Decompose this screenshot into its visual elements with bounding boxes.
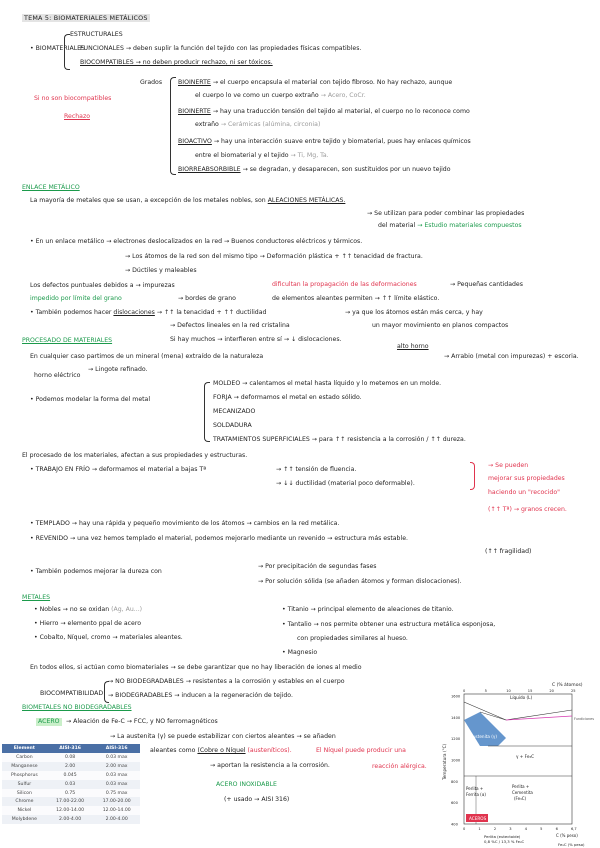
table-cell: Silicon xyxy=(2,789,47,798)
enlace-l10: → Defectos lineales en la red cristalina xyxy=(170,322,290,329)
y-tick-label: 600 xyxy=(451,801,458,806)
table-cell: 0.08 xyxy=(47,753,94,762)
proc-moldeo: MOLDEO → calentamos el metal hasta líquido y lo metemos en un molde. xyxy=(213,380,442,387)
y-tick-label: 1400 xyxy=(451,715,461,720)
bio-estructurales: ESTRUCTURALES xyxy=(70,31,123,38)
metales-magnesio: • Magnesio xyxy=(282,649,318,656)
bottom-tick-label: 4 xyxy=(524,827,528,831)
bottom-tick-label: 6 xyxy=(555,827,558,831)
ferrite-label-2: Ferrita (α) xyxy=(466,792,486,797)
table-row xyxy=(2,789,140,798)
trab-note3: haciendo un "recocido" xyxy=(488,489,560,496)
table-cell: Chrome xyxy=(2,797,47,806)
fund-label: Fundiciones xyxy=(574,717,595,721)
table-cell: 0.03 xyxy=(47,780,94,789)
proc-l2b: → Lingote refinado. xyxy=(88,366,148,373)
enlace-l8c: de elementos aleantes permiten → ↑↑ límite elástico. xyxy=(272,295,440,302)
enlace-l8: impedido por límite del grano xyxy=(30,295,122,302)
fe3c-axis-label: Fe₃C (% peso) xyxy=(558,842,585,847)
top-tick-label: 0 xyxy=(463,689,466,693)
fe-c-phase-diagram xyxy=(440,680,600,848)
diagram-y-label: Temperatura (°C) xyxy=(442,743,447,780)
top-tick-label: 25 xyxy=(571,689,576,693)
bio-funcionales: FUNCIONALES → deben suplir la función del tejido con las propiedades físicas compatibles. xyxy=(80,45,362,52)
table-row xyxy=(2,806,140,815)
top-tick-label: 15 xyxy=(527,689,533,693)
acero-l4b: reacción alérgica. xyxy=(372,763,427,770)
table-row xyxy=(2,815,140,824)
trab-brace xyxy=(470,462,475,490)
table-cell: 2.00-4.00 xyxy=(47,815,94,824)
enlace-l9d: → ya que los átomos están más cerca, y hay xyxy=(345,309,483,316)
proc-alto-horno: alto horno xyxy=(397,343,429,350)
proc-revenido-b: (↑↑ fragilidad) xyxy=(485,548,532,555)
ferrite-label: Perlita + xyxy=(466,786,484,791)
aceros-label: ACEROS xyxy=(469,816,487,821)
bioinerte-line2: el cuerpo lo ve como un cuerpo extraño → Acero, CoCr. xyxy=(195,92,366,99)
table-cell: Carbon xyxy=(2,753,47,762)
metales-hierro: • Hierro → elemento ppal de acero xyxy=(34,620,142,627)
metales-heading: METALES xyxy=(22,594,51,601)
biometales-heading: BIOMETALES NO BIODEGRADABLES xyxy=(22,704,132,711)
metales-biocomp: BIOCOMPATIBILIDAD xyxy=(40,690,104,697)
bottom-tick-label: 3 xyxy=(509,827,512,831)
eutectoid-label-2: 0,8 %C / 13,3 % Fe₃C xyxy=(484,839,525,844)
enlace-l11: Si hay muchos → interfieren entre sí → ↓ dislocaciones. xyxy=(170,336,342,343)
enlace-l4: • En un enlace metálico → electrones deslocalizados en la red → Buenos conductores eléctricos y térmicos. xyxy=(30,238,363,245)
table-cell: 2.00-4.00 xyxy=(93,815,140,824)
acero-l3: aleantes como (Cobre o Níquel (austeníticos). xyxy=(150,747,292,754)
trab-note4: (↑↑ Tª) → granos crecen. xyxy=(488,506,567,513)
enlace-l7: Los defectos puntuales debidos a → impurezas xyxy=(30,282,175,289)
acero-inox-b: (+ usado → AISI 316) xyxy=(224,796,290,803)
bio-grados: Grados xyxy=(140,79,163,86)
bottom-tick-label: 6,7 xyxy=(571,827,577,831)
table-cell: 12.00-14.00 xyxy=(47,806,94,815)
proc-mecanizado: MECANIZADO xyxy=(213,408,256,415)
y-tick-label: 800 xyxy=(451,779,458,784)
proc-soldadura: SOLDADURA xyxy=(213,422,252,429)
proc-l4: El procesado de los materiales, afectan a sus propiedades y estructuras. xyxy=(22,452,248,459)
proc-dureza-b: → Por solución sólida (se añaden átomos y forman dislocaciones). xyxy=(258,578,462,585)
bio-root: • BIOMATERIALES xyxy=(30,45,85,52)
enlace-l7d: → Pequeñas cantidades xyxy=(450,281,523,288)
proc-revenido: • REVENIDO → una vez hemos templado el material, podemos mejorarlo mediante un revenido → estructura más estable. xyxy=(30,535,408,542)
acero-l4: → aportan la resistencia a la corrosión. xyxy=(210,762,330,769)
y-tick-label: 1200 xyxy=(451,737,461,742)
bio-biocompatibles: BIOCOMPATIBLES → no deben producir rechazo, ni ser tóxicos. xyxy=(80,59,273,66)
acero-label: ACERO xyxy=(38,718,60,725)
proc-dureza-a: → Por precipitación de segundas fases xyxy=(258,563,377,570)
bioinerte-line1: BIOINERTE → el cuerpo encapsula el material con tejido fibroso. No hay rechazo, aunque xyxy=(178,79,453,86)
top-tick-label: 5 xyxy=(484,689,487,693)
proc-brace xyxy=(204,382,210,442)
table-cell: Manganese xyxy=(2,762,47,771)
trab-note2: mejorar sus propiedades xyxy=(488,475,565,482)
enlace-l10b: un mayor movimiento en planos compactos xyxy=(372,322,509,329)
metales-tantalio2: con propiedades similares al hueso. xyxy=(297,635,408,642)
table-header-row xyxy=(2,744,140,753)
y-tick-label: 400 xyxy=(451,822,458,827)
table-cell: 0.045 xyxy=(47,771,94,780)
table-cell: Phosphorus xyxy=(2,771,47,780)
acero-l3d: El Níquel puede producir una xyxy=(316,747,406,754)
eutectoid-label: Perlita (eutectoide) xyxy=(484,834,521,839)
perlite-label-2: Cementita xyxy=(512,790,533,795)
proc-l2: horno eléctrico xyxy=(34,372,81,379)
perlite-label: Perlita + xyxy=(512,784,530,789)
table-cell: 2.00 max xyxy=(93,762,140,771)
bioreabs-line: BIORREABSORBIBLE → se degradan, y desaparecen, son sustituidos por un nuevo tejido xyxy=(178,166,451,173)
metales-nobles: • Nobles → no se oxidan (Ag, Au...) xyxy=(34,606,143,613)
table-cell: 17.00-22.00 xyxy=(47,797,94,806)
bioactivo-line2: entre el biomaterial y el tejido → Ti, Mg, Ta. xyxy=(195,152,329,159)
acero-inox: ACERO INOXIDABLE xyxy=(216,781,277,788)
bottom-tick-label: 1 xyxy=(478,827,481,831)
bioinerte2-line1: BIOINERTE → hay una traducción tensión del tejido al material, el cuerpo no lo reconoce como xyxy=(178,108,470,115)
diagram-bottom-axis-label: C (% peso) xyxy=(556,833,578,838)
metales-biodeg: → BIODEGRADABLES → inducen a la regeneración de tejido. xyxy=(108,692,293,699)
table-cell: 0.75 xyxy=(47,789,94,798)
proc-trab2: → ↓↓ ductilidad (material poco deformable). xyxy=(276,480,415,487)
table-cell: 17.00-20.00 xyxy=(93,797,140,806)
enlace-l8b: → bordes de grano xyxy=(178,295,236,302)
perlite-label-3: (Fe₃C) xyxy=(514,796,527,801)
proc-forja: FORJA → deformamos el metal en estado sólido. xyxy=(213,394,362,401)
metales-nobiodeg: → NO BIODEGRADABLES → resistentes a la corrosión y estables en el cuerpo xyxy=(108,678,345,685)
diagram-top-axis-label: C (% átomos) xyxy=(552,683,583,688)
bioinerte2-line2: extraño → Cerámicas (alúmina, circonia) xyxy=(195,121,321,128)
enlace-l9: • También podemos hacer dislocaciones → ↑↑ la tenacidad + ↑↑ ductilidad xyxy=(30,309,267,316)
proc-dureza: • También podemos mejorar la dureza con xyxy=(30,568,162,575)
proc-trab1: • TRABAJO EN FRÍO → deformamos el material a bajas Tª xyxy=(30,466,207,473)
side-note-rechazo: Rechazo xyxy=(64,113,90,120)
bottom-tick-label: 5 xyxy=(540,827,543,831)
table-cell: 0.03 max xyxy=(93,780,140,789)
proc-trab1b: → ↑↑ tensión de fluencia. xyxy=(276,466,357,473)
enlace-l6: → Dúctiles y maleables xyxy=(125,267,197,274)
table-row xyxy=(2,762,140,771)
side-note-biocompat: Si no son biocompatibles xyxy=(34,95,112,102)
table-row xyxy=(2,780,140,789)
metales-todos: En todos ellos, si actúan como biomateriales → se debe garantizar que no hay liberación de iones al medio xyxy=(30,664,362,671)
table-cell: 0.03 max xyxy=(93,771,140,780)
grados-brace xyxy=(170,77,176,175)
proc-templado: • TEMPLADO → hay una rápida y pequeño movimiento de los átomos → cambios en la red metálica. xyxy=(30,520,340,527)
proc-tratamientos: TRATAMIENTOS SUPERFICIALES → para ↑↑ resistencia a la corrosión / ↑↑ dureza. xyxy=(213,436,466,443)
enlace-l3: del material → Estudio materiales compuestos xyxy=(378,222,522,229)
gamma-fe3c-label: γ + Fe₃C xyxy=(516,754,535,759)
acero-l1: → Aleación de Fe-C → FCC, y NO ferromagnéticos xyxy=(66,718,218,725)
metales-tantalio: • Tantalio → nos permite obtener una estructura metálica esponjosa, xyxy=(282,621,496,628)
proc-l3: • Podemos modelar la forma del metal xyxy=(30,396,151,403)
table-cell: 2.00 xyxy=(47,762,94,771)
table-cell: 0.03 max xyxy=(93,753,140,762)
table-header: AISI-316 xyxy=(47,744,94,753)
proc-l1: En cualquier caso partimos de un mineral (mena) extraído de la naturaleza xyxy=(30,353,264,360)
bioactivo-line1: BIOACTIVO → hay una interacción suave entre tejido y biomaterial, pues hay enlaces químicos xyxy=(178,138,471,145)
table-cell: Sulfur xyxy=(2,780,47,789)
table-cell: 12.00-14.00 xyxy=(93,806,140,815)
table-row xyxy=(2,753,140,762)
table-row xyxy=(2,771,140,780)
alloy-composition-table xyxy=(2,744,140,824)
table-header: Element xyxy=(2,744,47,753)
austenite-label: Austenita (γ) xyxy=(470,734,498,739)
enlace-l1: La mayoría de metales que se usan, a excepción de los metales nobles, son ALEACIONES METÁLICAS. xyxy=(30,197,346,204)
trab-note1: → Se pueden xyxy=(488,462,529,469)
table-cell: Nickel xyxy=(2,806,47,815)
page-title: TEMA 5: BIOMATERIALES METÁLICOS xyxy=(24,14,148,22)
enlace-l5: → Los átomos de la red son del mismo tipo → Deformación plástica + ↑↑ tenacidad de fractura. xyxy=(125,253,423,260)
proc-l1b: → Arrabio (metal con impurezas) + escoria. xyxy=(444,353,579,360)
enlace-l2: → Se utilizan para poder combinar las propiedades xyxy=(367,210,525,217)
metales-cobalto: • Cobalto, Níquel, cromo → materiales aleantes. xyxy=(34,634,183,641)
top-tick-label: 10 xyxy=(506,689,511,693)
acero-l2: → La austenita (γ) se puede estabilizar con ciertos aleantes → se añaden xyxy=(110,733,336,740)
table-cell: Molybdene xyxy=(2,815,47,824)
bio-brace xyxy=(64,34,70,70)
table-cell: 0.75 max xyxy=(93,789,140,798)
metales-titanio: • Titanio → principal elemento de aleaciones de titanio. xyxy=(282,606,454,613)
y-tick-label: 1600 xyxy=(451,694,461,699)
enlace-l7c: dificultan la propagación de las deformaciones xyxy=(272,281,417,288)
y-tick-label: 1000 xyxy=(451,758,461,763)
proc-heading: PROCESADO DE MATERIALES xyxy=(22,337,113,344)
bottom-tick-label: 0 xyxy=(463,827,466,831)
liquid-label: Líquido (L) xyxy=(510,695,533,700)
top-tick-label: 20 xyxy=(549,689,554,693)
enlace-heading: ENLACE METÁLICO xyxy=(22,184,80,191)
table-row xyxy=(2,797,140,806)
bottom-tick-label: 2 xyxy=(493,827,497,831)
table-header: AISI-316 xyxy=(93,744,140,753)
